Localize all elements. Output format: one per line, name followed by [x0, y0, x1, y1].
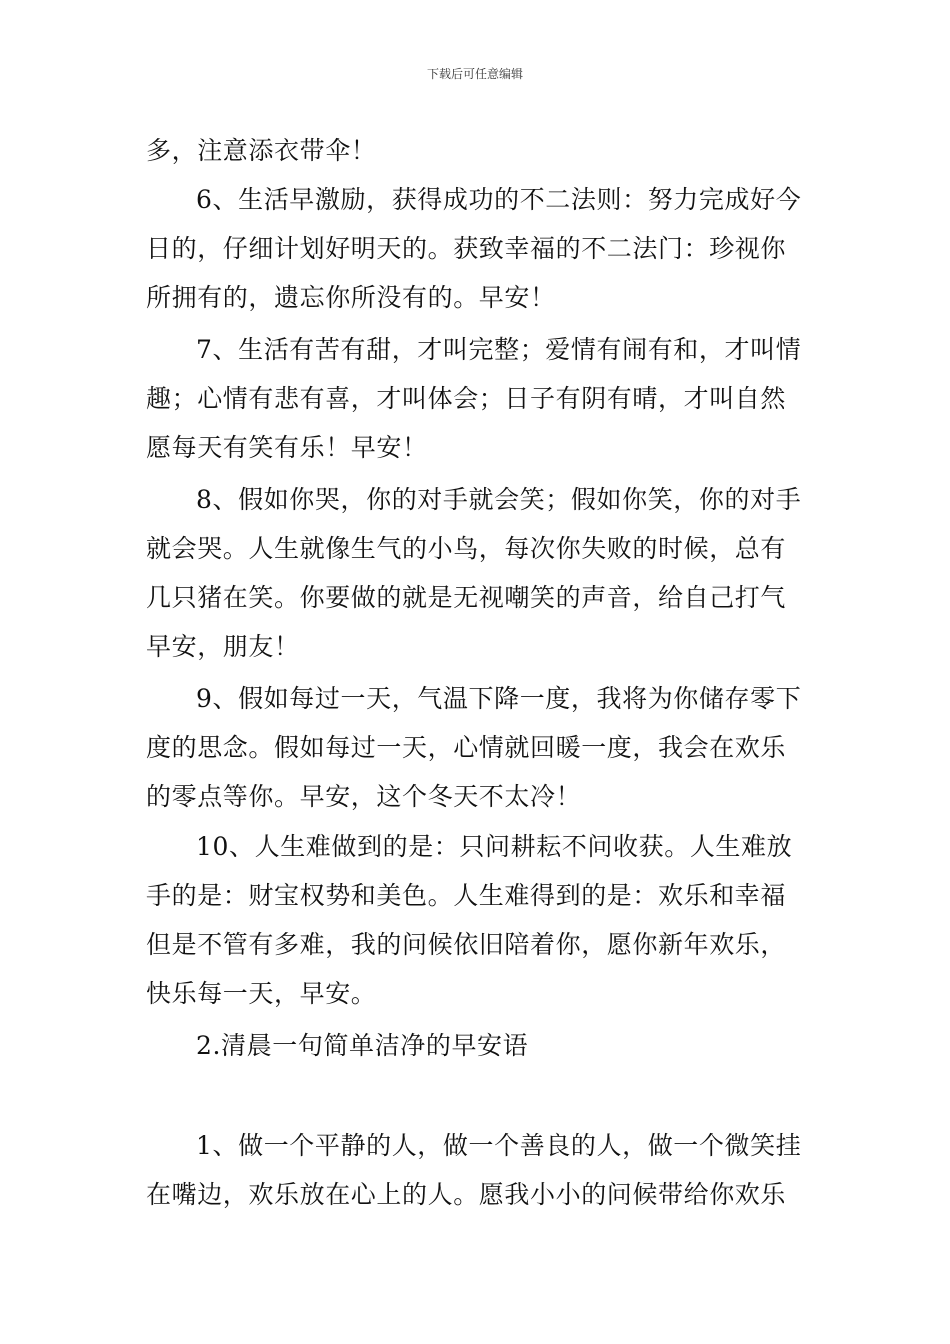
text-line: 9、假如每过一天，气温下降一度，我将为你储存零下: [196, 684, 802, 713]
text-line: 快乐每一天，早安。: [146, 979, 377, 1008]
text-line: 在嘴边，欢乐放在心上的人。愿我小小的问候带给你欢乐: [146, 1180, 787, 1209]
text-line: 几只猪在笑。你要做的就是无视嘲笑的声音，给自己打气: [146, 583, 787, 612]
text-line: 就会哭。人生就像生气的小鸟，每次你失败的时候，总有: [146, 534, 787, 563]
text-line: 所拥有的，遗忘你所没有的。早安！: [146, 283, 556, 312]
text-line: 10、人生难做到的是：只问耕耘不问收获。人生难放: [196, 832, 793, 861]
text-line: 日的，仔细计划好明天的。获致幸福的不二法门：珍视你: [146, 234, 787, 263]
page-header-note: 下载后可任意编辑: [426, 67, 523, 81]
text-line: 趣；心情有悲有喜，才叫体会；日子有阴有晴，才叫自然: [146, 384, 787, 413]
text-line: 手的是：财宝权势和美色。人生难得到的是：欢乐和幸福: [146, 881, 787, 910]
section-heading: 2.清晨一句简单洁净的早安语: [196, 1031, 529, 1060]
text-line: 的零点等你。早安，这个冬天不太冷！: [146, 782, 582, 811]
text-line: 但是不管有多难，我的问候依旧陪着你，愿你新年欢乐，: [146, 930, 787, 959]
text-line: 1、做一个平静的人，做一个善良的人，做一个微笑挂: [196, 1131, 802, 1160]
text-line: 早安，朋友！: [146, 632, 300, 661]
text-line: 7、生活有苦有甜，才叫完整；爱情有闹有和，才叫情: [196, 335, 802, 364]
text-line: 愿每天有笑有乐！早安！: [146, 433, 428, 462]
text-line: 8、假如你哭，你的对手就会笑；假如你笑，你的对手: [196, 485, 802, 514]
text-line: 度的思念。假如每过一天，心情就回暖一度，我会在欢乐: [146, 733, 787, 762]
text-line: 多，注意添衣带伞！: [146, 136, 377, 165]
text-line: 6、生活早激励，获得成功的不二法则：努力完成好今: [196, 185, 802, 214]
